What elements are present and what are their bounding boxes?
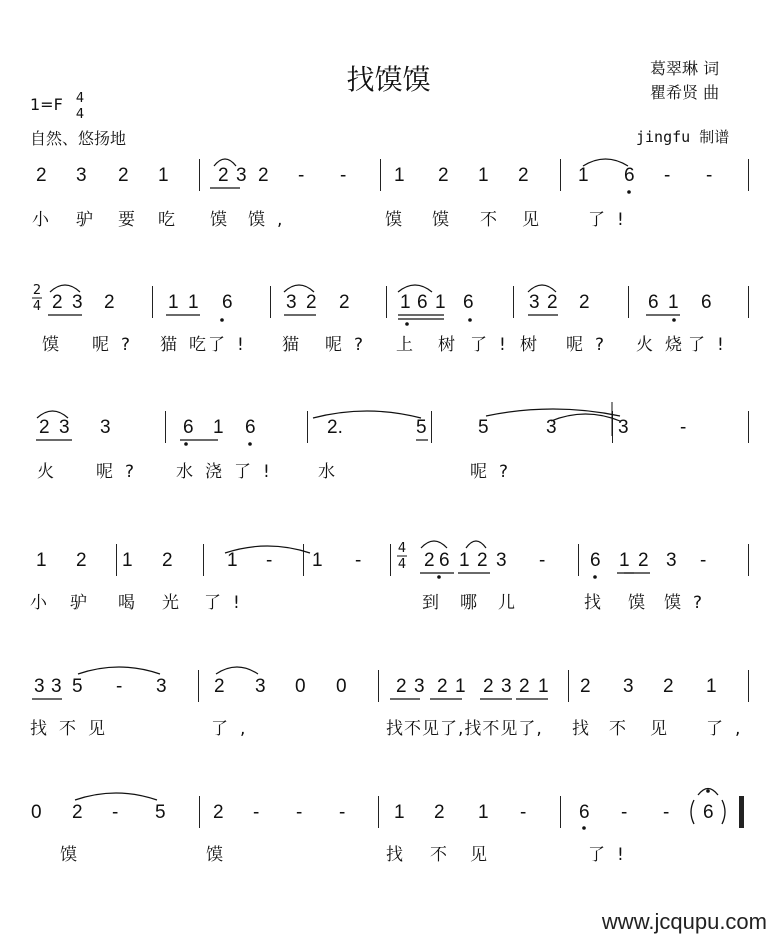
note: 3 bbox=[618, 417, 629, 438]
lyric: 小 bbox=[32, 210, 61, 230]
low-octave-dot bbox=[220, 318, 224, 322]
note: 1 bbox=[168, 292, 179, 313]
lyric: 水浇 bbox=[176, 462, 234, 482]
lyric: 吃 bbox=[158, 210, 187, 230]
note: - bbox=[680, 417, 687, 438]
note: 1 bbox=[706, 676, 717, 697]
lyric: 馍 bbox=[385, 210, 414, 230]
note: 3 bbox=[414, 676, 425, 697]
lyric: 光 bbox=[162, 593, 191, 613]
slur bbox=[583, 159, 628, 166]
note: 2 bbox=[214, 676, 225, 697]
key-signature: 1=F bbox=[30, 95, 63, 114]
lyricist-credit: 葛翠琳 词 bbox=[650, 59, 720, 78]
slur bbox=[313, 411, 421, 418]
lyric: 馍 bbox=[210, 210, 239, 230]
note: - bbox=[664, 165, 671, 186]
lyric: 火烧 bbox=[636, 335, 694, 355]
lyric: 上 bbox=[396, 335, 425, 355]
lyric: 找 bbox=[572, 719, 601, 739]
lyric: 找 bbox=[584, 593, 613, 613]
paren-right bbox=[722, 800, 725, 824]
note: - bbox=[112, 802, 119, 823]
lyric: 见 bbox=[522, 210, 551, 230]
time-sig-denominator: 4 bbox=[32, 299, 42, 314]
note: - bbox=[116, 676, 123, 697]
note: 2 bbox=[437, 676, 448, 697]
note: 6 bbox=[183, 417, 194, 438]
lyric: 要 bbox=[118, 210, 147, 230]
lyric: 树 bbox=[438, 335, 467, 355]
note: - bbox=[266, 550, 273, 571]
slur bbox=[528, 285, 556, 292]
note: 2 bbox=[306, 292, 317, 313]
slur bbox=[421, 541, 447, 548]
note: 3 bbox=[100, 417, 111, 438]
song-title: 找馍馍 bbox=[346, 63, 431, 96]
lyric: 驴 bbox=[70, 593, 99, 613]
note: - bbox=[298, 165, 305, 186]
note: 3 bbox=[236, 165, 247, 186]
lyric: 不 bbox=[609, 719, 638, 739]
lyric: 了, bbox=[211, 719, 258, 739]
note: 2 bbox=[104, 292, 115, 313]
note: 1 bbox=[478, 802, 489, 823]
note: 3 bbox=[59, 417, 70, 438]
low-octave-dot bbox=[593, 575, 597, 579]
slur bbox=[50, 285, 80, 292]
note: 1 bbox=[394, 802, 405, 823]
note: 0 bbox=[336, 676, 347, 697]
low-octave-dot bbox=[582, 826, 586, 830]
note: - bbox=[253, 802, 260, 823]
lyric: 树 bbox=[520, 335, 549, 355]
note: 2 bbox=[477, 550, 488, 571]
lyric: 呢? bbox=[470, 462, 521, 482]
note: 0 bbox=[31, 802, 42, 823]
lyric: 了! bbox=[204, 593, 252, 613]
lyric: 猫吃 bbox=[160, 335, 218, 355]
note: 5 bbox=[72, 676, 83, 697]
note: 3 bbox=[156, 676, 167, 697]
lyric: 不 bbox=[430, 845, 459, 865]
note: 6 bbox=[245, 417, 256, 438]
paren-left bbox=[691, 800, 694, 824]
note: 2 bbox=[580, 676, 591, 697]
note: 6 bbox=[624, 165, 635, 186]
note: 3 bbox=[286, 292, 297, 313]
lyric: 了! bbox=[470, 335, 518, 355]
lyric: 呢? bbox=[325, 335, 376, 355]
lyric: 呢? bbox=[566, 335, 617, 355]
note: 1 bbox=[538, 676, 549, 697]
note: 2 bbox=[213, 802, 224, 823]
note: 1 bbox=[188, 292, 199, 313]
note: 2 bbox=[663, 676, 674, 697]
tempo-marking: 自然、悠扬地 bbox=[30, 129, 127, 148]
note: - bbox=[700, 550, 707, 571]
lyric: 驴 bbox=[76, 210, 105, 230]
note: 6 bbox=[703, 802, 714, 823]
note: 1 bbox=[478, 165, 489, 186]
note: 2 bbox=[339, 292, 350, 313]
note: 2 bbox=[52, 292, 63, 313]
note: - bbox=[706, 165, 713, 186]
low-octave-dot bbox=[627, 190, 631, 194]
note: 6 bbox=[648, 292, 659, 313]
note: 2 bbox=[39, 417, 50, 438]
slur bbox=[214, 159, 236, 166]
slur bbox=[466, 541, 486, 548]
lyric: 火 bbox=[37, 462, 66, 482]
lyric: 儿 bbox=[498, 593, 527, 613]
note: 1 bbox=[394, 165, 405, 186]
lyric: 了! bbox=[688, 335, 736, 355]
time-sig-numerator: 4 bbox=[397, 541, 407, 556]
slur bbox=[75, 793, 157, 800]
note: - bbox=[621, 802, 628, 823]
note: - bbox=[539, 550, 546, 571]
lyric: 馍 bbox=[628, 593, 657, 613]
note: - bbox=[339, 802, 346, 823]
note: 1 bbox=[312, 550, 323, 571]
lyric: 猫 bbox=[282, 335, 311, 355]
time-sig-numerator: 4 bbox=[75, 91, 85, 106]
lyric: 了, bbox=[706, 719, 753, 739]
note: 3 bbox=[501, 676, 512, 697]
note: 1 bbox=[435, 292, 446, 313]
note: 1 bbox=[122, 550, 133, 571]
note: 2 bbox=[396, 676, 407, 697]
note: 2 bbox=[424, 550, 435, 571]
lyric: 到 bbox=[422, 593, 451, 613]
low-octave-dot bbox=[405, 322, 409, 326]
lyric: 了! bbox=[588, 845, 636, 865]
slur bbox=[216, 667, 258, 674]
lyric: 呢? bbox=[96, 462, 147, 482]
slur bbox=[551, 414, 620, 421]
note: 2 bbox=[118, 165, 129, 186]
low-octave-dot bbox=[184, 442, 188, 446]
note: 6 bbox=[463, 292, 474, 313]
lyric: 馍, bbox=[248, 210, 295, 230]
lyric: 馍 bbox=[42, 335, 71, 355]
low-octave-dot bbox=[468, 318, 472, 322]
note: 2 bbox=[438, 165, 449, 186]
lyric: 馍 bbox=[60, 845, 89, 865]
note: 3 bbox=[529, 292, 540, 313]
note: 2 bbox=[638, 550, 649, 571]
low-octave-dot bbox=[248, 442, 252, 446]
note: 3 bbox=[72, 292, 83, 313]
note: - bbox=[340, 165, 347, 186]
note: 3 bbox=[255, 676, 266, 697]
slur bbox=[78, 667, 160, 674]
lyric: 不 bbox=[480, 210, 509, 230]
slur bbox=[225, 546, 310, 553]
lyric: 哪 bbox=[460, 593, 489, 613]
fermata-dot bbox=[706, 789, 710, 793]
lyric: 了! bbox=[234, 462, 282, 482]
note: - bbox=[296, 802, 303, 823]
slur bbox=[398, 285, 432, 292]
note: - bbox=[355, 550, 362, 571]
note: 3 bbox=[51, 676, 62, 697]
lyric: 见 bbox=[650, 719, 679, 739]
lyric: 见 bbox=[470, 845, 499, 865]
note: 2. bbox=[327, 417, 343, 438]
note: 0 bbox=[295, 676, 306, 697]
note: 2 bbox=[579, 292, 590, 313]
note: - bbox=[520, 802, 527, 823]
lyric: 找 bbox=[386, 845, 415, 865]
note: 3 bbox=[34, 676, 45, 697]
note: 1 bbox=[213, 417, 224, 438]
time-sig-denominator: 4 bbox=[75, 107, 85, 122]
note: 2 bbox=[36, 165, 47, 186]
note: 3 bbox=[623, 676, 634, 697]
note: 1 bbox=[459, 550, 470, 571]
note: 1 bbox=[158, 165, 169, 186]
note: 6 bbox=[222, 292, 233, 313]
lyric: 呢? bbox=[92, 335, 143, 355]
composer-credit: 瞿希贤 曲 bbox=[650, 83, 720, 102]
note: 2 bbox=[519, 676, 530, 697]
note: 2 bbox=[76, 550, 87, 571]
note: 2 bbox=[434, 802, 445, 823]
note: 6 bbox=[579, 802, 590, 823]
note: 3 bbox=[76, 165, 87, 186]
lyric: 小 bbox=[30, 593, 59, 613]
note: 2 bbox=[218, 165, 229, 186]
note: 5 bbox=[155, 802, 166, 823]
note: 6 bbox=[590, 550, 601, 571]
lyric: 水 bbox=[318, 462, 347, 482]
note: 1 bbox=[668, 292, 679, 313]
low-octave-dot bbox=[437, 575, 441, 579]
low-octave-dot bbox=[672, 318, 676, 322]
lyric: 馍 bbox=[432, 210, 461, 230]
lyric: 馍 bbox=[206, 845, 235, 865]
note: - bbox=[663, 802, 670, 823]
note: 1 bbox=[619, 550, 630, 571]
note: 6 bbox=[701, 292, 712, 313]
note: 2 bbox=[162, 550, 173, 571]
slur bbox=[37, 411, 68, 418]
note: 2 bbox=[258, 165, 269, 186]
note: 6 bbox=[417, 292, 428, 313]
lyric: 找不见 bbox=[30, 719, 117, 739]
note: 5 bbox=[478, 417, 489, 438]
lyric: 找不见了,找不见了, bbox=[386, 719, 543, 739]
note: 3 bbox=[666, 550, 677, 571]
note: 2 bbox=[483, 676, 494, 697]
note: 2 bbox=[547, 292, 558, 313]
note: 5 bbox=[416, 417, 427, 438]
note: 3 bbox=[546, 417, 557, 438]
note: 1 bbox=[578, 165, 589, 186]
slur bbox=[284, 285, 314, 292]
note: 2 bbox=[518, 165, 529, 186]
note: 6 bbox=[439, 550, 450, 571]
note: 1 bbox=[36, 550, 47, 571]
note: 3 bbox=[496, 550, 507, 571]
note: 1 bbox=[400, 292, 411, 313]
note: 1 bbox=[455, 676, 466, 697]
time-sig-numerator: 2 bbox=[32, 283, 42, 298]
watermark: www.jcqupu.com bbox=[601, 909, 767, 934]
lyric: 了! bbox=[208, 335, 256, 355]
lyric: 喝 bbox=[118, 593, 147, 613]
note: 2 bbox=[72, 802, 83, 823]
time-sig-denominator: 4 bbox=[397, 557, 407, 572]
note: 1 bbox=[227, 550, 238, 571]
lyric: 了! bbox=[588, 210, 636, 230]
lyric: 馍? bbox=[664, 593, 715, 613]
engraver-credit: jingfu 制谱 bbox=[636, 128, 730, 146]
